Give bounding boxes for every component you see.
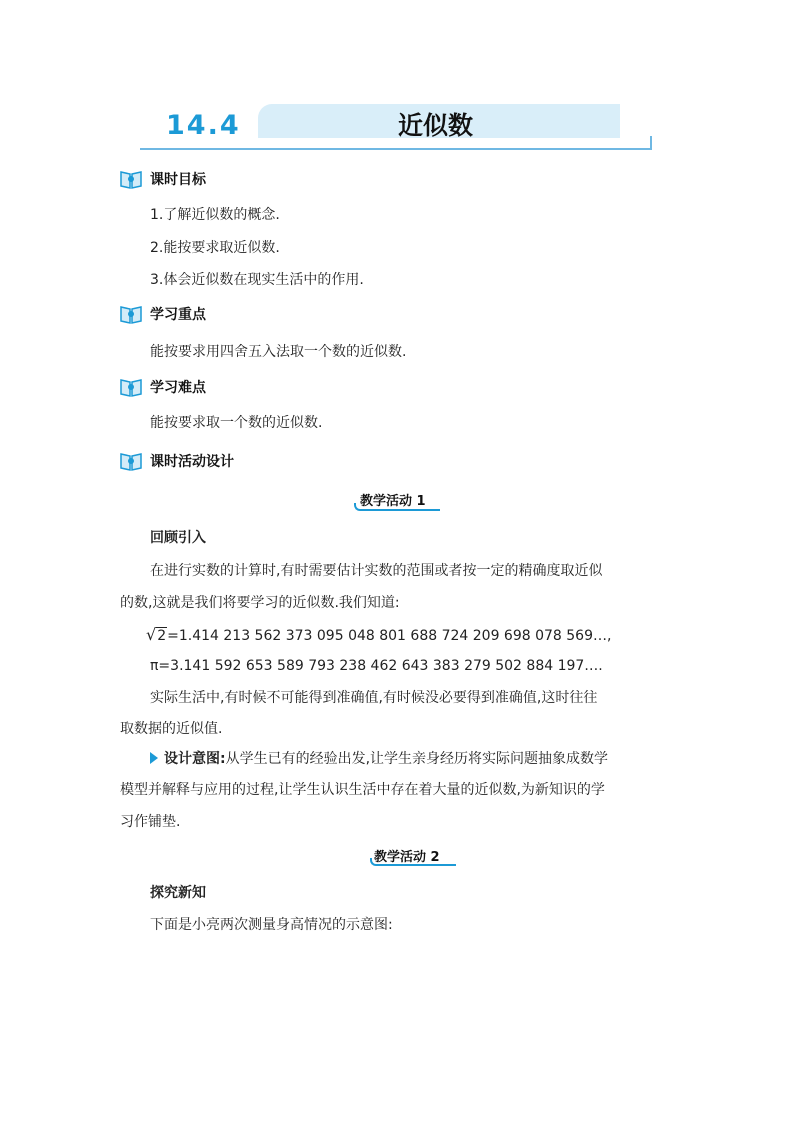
section-title: 课时活动设计 — [150, 454, 234, 470]
book-icon — [120, 304, 142, 324]
triangle-bullet-icon — [150, 752, 158, 764]
activity-underline — [370, 858, 456, 866]
section-title: 学习难点 — [150, 380, 206, 396]
paragraph-line: 的数,这就是我们将要学习的近似数.我们知道: — [120, 595, 400, 611]
goal-item: 2.能按要求取近似数. — [150, 240, 280, 256]
book-icon — [120, 169, 142, 189]
activity-label: 教学活动 2 — [374, 850, 440, 865]
page-title: 近似数 — [398, 111, 474, 140]
paragraph-line: 在进行实数的计算时,有时需要估计实数的范围或者按一定的精确度取近似 — [150, 563, 603, 579]
section-title: 课时目标 — [150, 172, 206, 188]
activity-label: 教学活动 1 — [360, 494, 426, 509]
design-intent-line: 习作铺垫. — [120, 814, 181, 830]
pi-line: π=3.141 592 653 589 793 238 462 643 383 279 502 884 197…. — [150, 658, 603, 674]
design-intent-line: 设计意图:从学生已有的经验出发,让学生亲身经历将实际问题抽象成数学 — [150, 749, 608, 769]
sqrt-symbol: √2 — [146, 625, 167, 644]
section-goals — [120, 168, 206, 190]
goal-item: 1.了解近似数的概念. — [150, 207, 280, 223]
goal-item: 3.体会近似数在现实生活中的作用. — [150, 272, 364, 288]
book-icon — [120, 377, 142, 397]
key-point-text: 能按要求用四舍五入法取一个数的近似数. — [150, 344, 407, 360]
book-icon — [120, 451, 142, 471]
design-intent-label: 设计意图: — [164, 751, 226, 767]
section-difficulty — [120, 376, 206, 398]
paragraph-line: 实际生活中,有时候不可能得到准确值,有时候没必要得到准确值,这时往往 — [150, 690, 598, 706]
section-title: 学习重点 — [150, 307, 206, 323]
paragraph-line: 取数据的近似值. — [120, 721, 223, 737]
section-number: 14.4 — [166, 110, 241, 141]
activity-subtitle: 探究新知 — [150, 885, 206, 901]
section-key-point — [120, 303, 206, 325]
design-intent-line: 模型并解释与应用的过程,让学生认识生活中存在着大量的近似数,为新知识的学 — [120, 782, 605, 798]
sqrt-line — [146, 625, 611, 646]
sqrt-value: =1.414 213 562 373 095 048 801 688 724 209 698 078 569…, — [167, 628, 612, 644]
activity-underline — [354, 503, 440, 511]
difficulty-text: 能按要求取一个数的近似数. — [150, 415, 323, 431]
section-design — [120, 450, 234, 472]
activity-subtitle: 回顾引入 — [150, 530, 206, 546]
paragraph-line: 下面是小亮两次测量身高情况的示意图: — [150, 917, 393, 933]
